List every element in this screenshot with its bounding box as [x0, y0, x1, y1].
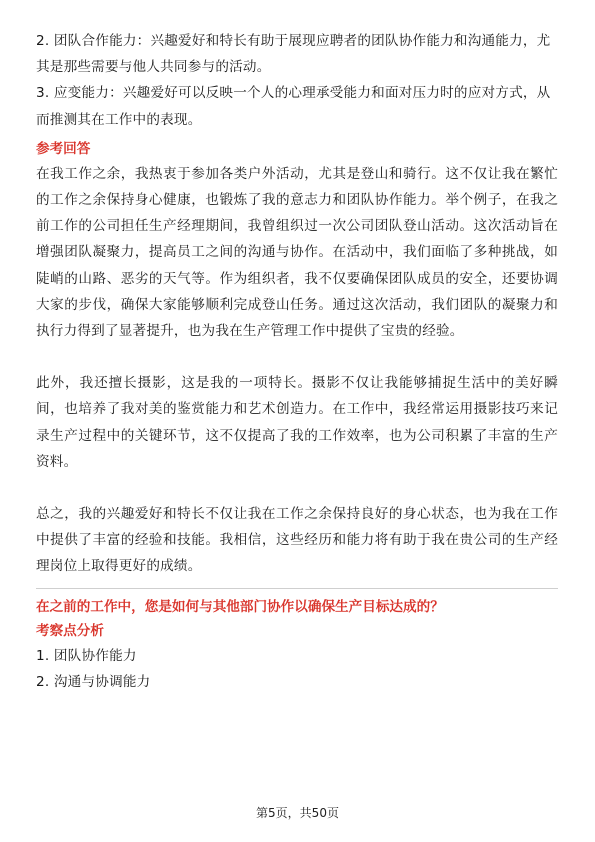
answer-label: 参考回答 [36, 140, 91, 157]
answer-paragraph-3: 总之，我的兴趣爱好和特长不仅让我在工作之余保持良好的身心状态，也为我在工作中提供了丰富的经验和技能。我相信，这些经历和能力将有助于我在贵公司的生产经理岗位上取得更好的成绩。 [36, 506, 558, 575]
point-teamwork: 2. 团队合作能力：兴趣爱好和特长有助于展现应聘者的团队协作能力和沟通能力，尤其是那些需要与他人共同参与的活动。 [36, 33, 551, 76]
page-number-footer: 第5页，共50页 [256, 806, 339, 820]
document-page [36, 28, 558, 695]
analysis-label: 考察点分析 [36, 622, 104, 639]
paragraph-gap [36, 475, 558, 501]
answer-paragraph-1: 在我工作之余，我热衷于参加各类户外活动，尤其是登山和骑行。这不仅让我在繁忙的工作之余保持身心健康，也锻炼了我的意志力和团队协作能力。举个例子，在我之前工作的公司担任生产经理期间，我曾组织过一次公司团队登山活动。这次活动旨在增强团队凝聚力，提高员工之间的沟通与协作。在活动中，我们面临了多种挑战，如陡峭的山路、恶劣的天气等。作为组织者，我不仅要确保团队成员的安全，还要协调大家的步伐，确保大家能够顺利完成登山任务。通过这次活动，我们团队的凝聚力和执行力得到了显著提升，也为我在生产管理工作中提供了宝贵的经验。 [36, 165, 558, 340]
next-question: 在之前的工作中，您是如何与其他部门协作以确保生产目标达成的？ [36, 598, 444, 615]
answer-paragraph-2: 此外，我还擅长摄影，这是我的一项特长。摄影不仅让我能够捕捉生活中的美好瞬间，也培养了我对美的鉴赏能力和艺术创造力。在工作中，我经常运用摄影技巧来记录生产过程中的关键环节，这不仅提高了我的工作效率，也为公司积累了丰富的生产资料。 [36, 375, 558, 470]
paragraph-gap [36, 344, 558, 370]
analysis-point-1: 1. 团队协作能力 [36, 647, 137, 664]
analysis-point-2: 2. 沟通与协调能力 [36, 673, 151, 690]
section-divider [36, 588, 558, 589]
point-adaptability: 3. 应变能力：兴趣爱好可以反映一个人的心理承受能力和面对压力时的应对方式，从而推测其在工作中的表现。 [36, 85, 551, 128]
